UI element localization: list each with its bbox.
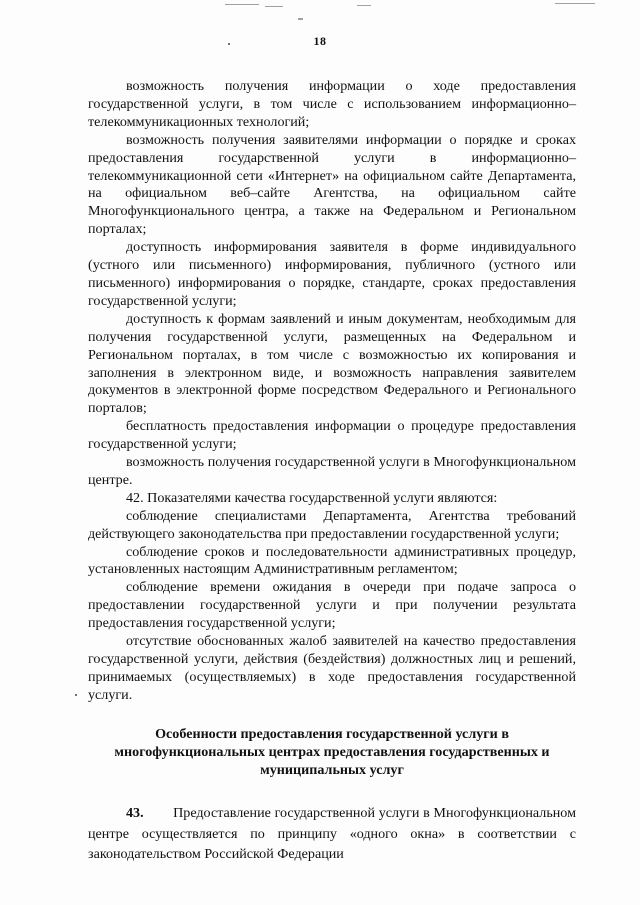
- paragraph: соблюдение сроков и последовательности административных процедур, установленных настоящим Административным регламентом;: [88, 543, 576, 578]
- scan-artifact: [357, 5, 371, 6]
- scan-artifact: [225, 4, 259, 5]
- paragraph-43: [88, 803, 576, 865]
- scan-artifact: [555, 3, 595, 4]
- paragraph-42: 42. Показателями качества государственной услуги являются:: [126, 489, 498, 506]
- paragraph: возможность получения заявителями информации о порядке и сроках предоставления государственной услуги в информационно–телекоммуникационной сети «Интернет» на официальном сайте Департамента, на официальном веб–сайте Агентства, на официальном сайте Многофункционального центра, а также на Федеральном и Региональном порталах;: [88, 131, 576, 238]
- paragraph-43-text: Предоставление государственной услуги в Многофункциональном центре осуществляется по принципу «одного окна» в соответствии с законодательством Российской Федерации: [88, 805, 576, 863]
- paragraph: отсутствие обоснованных жалоб заявителей на качество предоставления государственной услуги, действия (бездействия) должностных лиц и решений, принимаемых (осуществляемых) в ходе предоставления государственной услуги.: [88, 633, 576, 703]
- scan-artifact: [298, 18, 303, 20]
- scan-speck: [75, 694, 77, 696]
- paragraph: бесплатность предоставления информации о процедуре предоставления государственной услуги;: [88, 418, 576, 453]
- paragraph: соблюдение специалистами Департамента, Агентства требований действующего законодательства при предоставлении государственной услуги;: [88, 507, 576, 542]
- page-number: 18: [313, 34, 327, 48]
- scan-artifact: [265, 6, 283, 7]
- paragraph: соблюдение времени ожидания в очереди при подаче запроса о предоставлении государственной услуги и при получении результата предоставления государственной услуги;: [88, 579, 576, 632]
- document-body: [88, 78, 576, 865]
- section-heading: Особенности предоставления государственной услуги в многофункциональных центрах предоставления государственных и муниципальных услуг: [114, 725, 550, 778]
- paragraph: возможность получения информации о ходе предоставления государственной услуги, в том числе с использованием информационно–телекоммуникационных технологий;: [88, 78, 576, 130]
- paragraph: доступность к формам заявлений и иным документам, необходимым для получения государственной услуги, размещенных на Федеральном и Региональном порталах, в том числе с возможностью их копирования и заполнения в электронном виде, и возможность направления заявителем документов в электронной форме посредством Федерального и Регионального порталов;: [88, 310, 576, 417]
- paragraph: возможность получения государственной услуги в Многофункциональном центре.: [88, 454, 576, 488]
- paragraph: доступность информирования заявителя в форме индивидуального (устного или письменного) информирования, публичного (устного или письменного) информирования о порядке, стандарте, сроках предоставления государственной услуги;: [88, 239, 576, 309]
- paragraph-43-number: 43.: [126, 805, 144, 822]
